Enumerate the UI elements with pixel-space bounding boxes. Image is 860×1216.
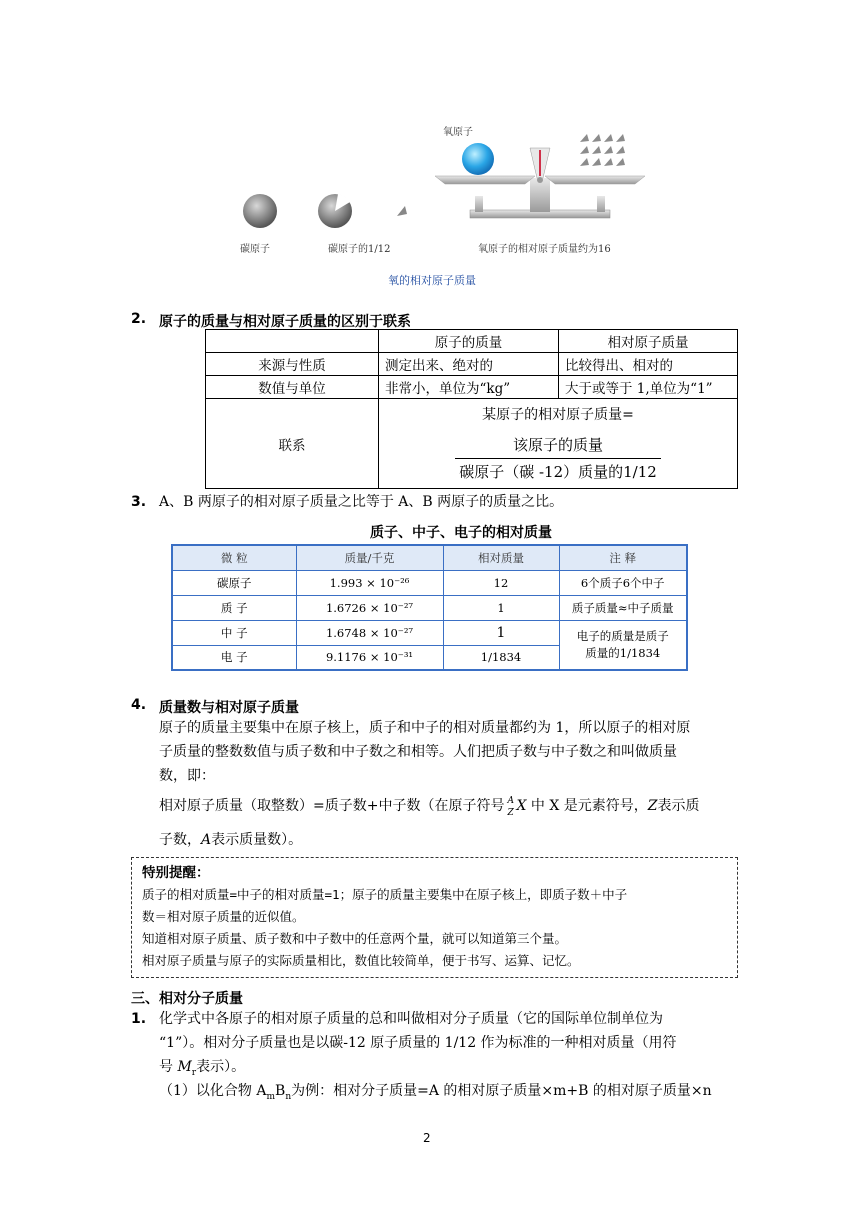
carbon-slice-icon	[397, 206, 407, 216]
table-header-cell: 注 释	[559, 545, 687, 570]
oxygen-atom-label: 氧原子	[443, 127, 473, 138]
carbon-slice-stack-icon	[580, 134, 625, 166]
part3-paragraph-line: “1”）。相对分子质量也是以碳-12 原子质量的 1/12 作为标准的一种相对质量（用符	[159, 1035, 677, 1051]
relative-cell: 12	[443, 570, 559, 595]
part3-paragraph-line: 化学式中各原子的相对原子质量的总和叫做相对分子质量（它的国际单位制单位为	[159, 1011, 663, 1027]
relative-cell: 1	[443, 620, 559, 645]
relative-cell: 1	[443, 595, 559, 620]
section2-number: 2.	[131, 311, 147, 327]
mass-cell: 9.1176 × 10⁻³¹	[296, 645, 443, 670]
formula-atomic-subscript: Z	[507, 808, 514, 818]
special-reminder-box	[131, 857, 738, 978]
oxygen-relative-mass-figure	[230, 118, 650, 290]
table-header-row	[172, 545, 687, 570]
table-header-cell: 原子的质量	[379, 330, 559, 353]
tip-title: 特别提醒：	[142, 865, 210, 881]
section4-paragraph-line: 子质量的整数数值与质子数和中子数之和相等。人们把质子数与中子数之和叫做质量	[159, 744, 677, 760]
tip-line: 数＝相对原子质量的近似值。	[142, 909, 305, 924]
table-header-cell: 微 粒	[172, 545, 296, 570]
tip-line: 质子的相对质量=中子的相对质量=1；原子的质量主要集中在原子核上，即质子数＋中子	[142, 887, 628, 902]
relative-cell: 1/1834	[443, 645, 559, 670]
atom-mass-comparison-table	[205, 329, 738, 489]
formula-z-symbol: Z	[647, 798, 658, 814]
merged-note-line: 质量的1/1834	[585, 645, 661, 660]
relation-numerator: 该原子的质量	[512, 435, 603, 454]
mass-number-formula	[159, 794, 700, 818]
particle-cell: 中 子	[172, 620, 296, 645]
table-cell: 来源与性质	[206, 353, 379, 376]
note-cell: 质子质量≈中子质量	[559, 595, 687, 620]
table-cell: 大于或等于 1,单位为“1”	[559, 376, 738, 399]
section4-paragraph-line: 数，即：	[159, 768, 215, 784]
tip-line: 相对原子质量与原子的实际质量相比，数值比较简单，便于书写、运算、记忆。	[142, 953, 580, 968]
merged-note-line: 电子的质量是质子	[576, 628, 669, 643]
figure-caption: 氧的相对原子质量	[388, 274, 476, 287]
part3-example-line	[159, 1079, 712, 1109]
table-row	[206, 399, 738, 489]
subscript-n: n	[285, 1091, 292, 1102]
table-cell: 测定出来、绝对的	[379, 353, 559, 376]
relation-denominator: 碳原子（碳 -12）质量的1/12	[459, 462, 657, 481]
page-number: 2	[423, 1131, 431, 1145]
formula-a-symbol: A	[201, 832, 212, 848]
carbon-fraction-label: 碳原子的1/12	[328, 244, 391, 255]
mass-cell: 1.6726 × 10⁻²⁷	[296, 595, 443, 620]
part3-heading: 三、相对分子质量	[131, 991, 243, 1007]
table-header-row	[206, 330, 738, 353]
particle-cell: 电 子	[172, 645, 296, 670]
mass-cell: 1.6748 × 10⁻²⁷	[296, 620, 443, 645]
formula-suffix: 中 X 是元素符号，	[526, 798, 648, 814]
carbon-fraction-icon	[318, 194, 352, 228]
table-header-cell: 相对质量	[443, 545, 559, 570]
table-row	[172, 570, 687, 595]
line4-prefix: （1）以化合物 A	[159, 1083, 267, 1099]
particle-mass-table	[171, 544, 688, 671]
tip-line: 知道相对原子质量、质子数和中子数中的任意两个量，就可以知道第三个量。	[142, 931, 568, 946]
line3-prefix: 号	[159, 1059, 178, 1075]
formula-prefix: 相对原子质量（取整数）=质子数+中子数（在原子符号	[159, 798, 505, 814]
table-cell: 数值与单位	[206, 376, 379, 399]
table-cell: 非常小，单位为“kg”	[379, 376, 559, 399]
table-header-cell: 相对原子质量	[559, 330, 738, 353]
fraction-line	[455, 458, 661, 459]
element-b: B	[275, 1083, 286, 1099]
oxygen-atom-icon	[462, 143, 494, 175]
section3-text: A、B 两原子的相对原子质量之比等于 A、B 两原子的质量之比。	[159, 494, 564, 510]
mass-cell: 1.993 × 10⁻²⁶	[296, 570, 443, 595]
particle-table-title: 质子、中子、电子的相对质量	[370, 525, 552, 541]
subscript-m: m	[266, 1091, 276, 1102]
formula-tail: 表示质	[657, 798, 700, 814]
relation-label-cell: 联系	[206, 399, 379, 489]
oxygen-relative-label: 氧原子的相对原子质量约为16	[478, 244, 611, 255]
merged-note-cell	[559, 620, 687, 670]
formula-line2-suffix: 表示质量数）。	[211, 832, 303, 848]
formula-line2-prefix: 子数，	[159, 832, 201, 848]
table-row	[172, 595, 687, 620]
balance-illustration	[230, 118, 650, 290]
section2-title: 原子的质量与相对原子质量的区别于联系	[159, 314, 411, 330]
table-row	[206, 376, 738, 399]
particle-cell: 碳原子	[172, 570, 296, 595]
table-row	[172, 620, 687, 645]
formula-mass-superscript: A	[507, 796, 514, 806]
carbon-atom-label: 碳原子	[240, 244, 270, 255]
table-row	[206, 353, 738, 376]
line4-suffix: 为例：相对分子质量=A 的相对原子质量×m+B 的相对原子质量×n	[291, 1083, 712, 1099]
mr-subscript: r	[191, 1067, 197, 1078]
section3-number: 3.	[131, 494, 147, 510]
relation-formula-cell	[379, 399, 738, 489]
table-header-cell	[206, 330, 379, 353]
section4-paragraph-line: 原子的质量主要集中在原子核上，质子和中子的相对质量都约为 1，所以原子的相对原	[159, 720, 691, 736]
part3-item-number: 1.	[131, 1011, 147, 1027]
line3-suffix: 表示）。	[196, 1059, 246, 1075]
mass-number-formula-line2	[159, 828, 302, 852]
carbon-atom-icon	[243, 194, 277, 228]
table-header-cell: 质量/千克	[296, 545, 443, 570]
section4-title: 质量数与相对原子质量	[159, 700, 299, 716]
note-cell: 6个质子6个中子	[559, 570, 687, 595]
mr-symbol: M	[177, 1059, 192, 1075]
nuclide-symbol-scripts	[504, 796, 516, 818]
relation-formula-prefix: 某原子的相对原子质量=	[482, 406, 634, 423]
particle-cell: 质 子	[172, 595, 296, 620]
section4-number: 4.	[131, 697, 147, 713]
table-cell: 比较得出、相对的	[559, 353, 738, 376]
formula-element-x: X	[516, 798, 527, 814]
